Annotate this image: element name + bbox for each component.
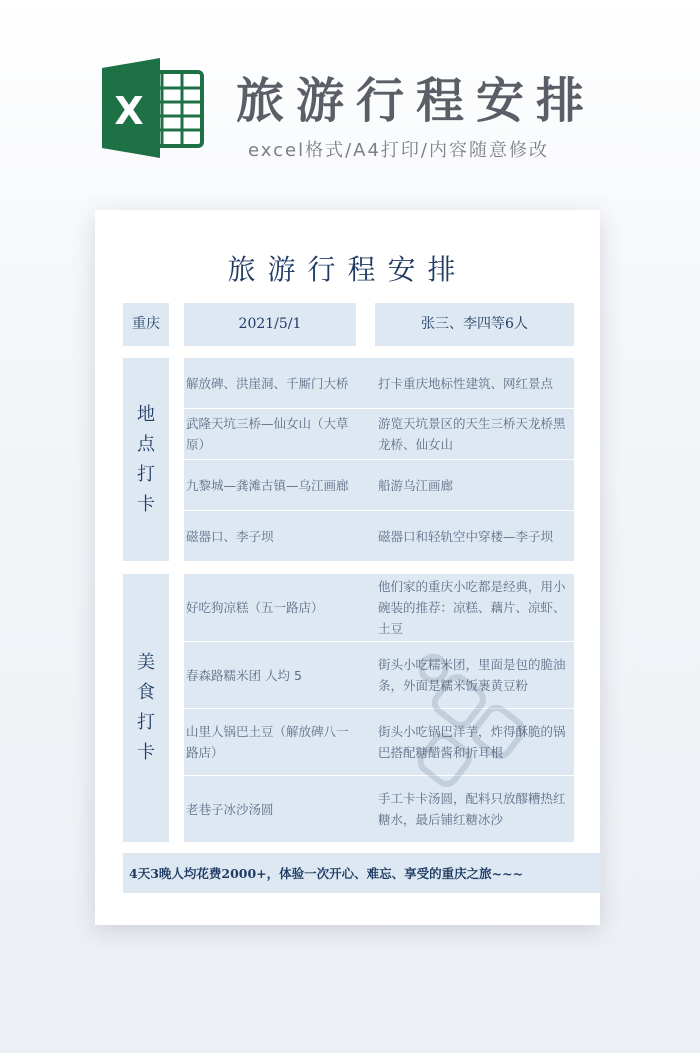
city-cell: 重庆 xyxy=(123,303,169,346)
place-text: 武隆天坑三桥—仙女山（大草原） xyxy=(186,416,349,452)
desc-text: 手工卡卡汤圆，配料只放醪糟热红糖水，最后铺红糖冰沙 xyxy=(378,791,566,827)
table-row xyxy=(378,460,568,510)
subtitle: excel格式/A4打印/内容随意修改 xyxy=(248,140,549,161)
section-label-char: 打 xyxy=(137,712,155,733)
excel-logo-letter: X xyxy=(114,89,144,133)
place-text: 山里人锅巴土豆（解放碑八一路店） xyxy=(186,724,349,760)
place-text: 春森路糯米团 人均 5 xyxy=(186,667,302,683)
desc-text: 打卡重庆地标性建筑、网红景点 xyxy=(378,375,554,391)
table-row xyxy=(378,642,568,708)
table-row xyxy=(186,776,366,842)
people-cell: 张三、李四等6人 xyxy=(375,303,574,346)
document-title: 旅游行程安排 xyxy=(227,253,468,286)
place-text: 九黎城—龚滩古镇—乌江画廊 xyxy=(186,477,349,493)
table-row xyxy=(186,642,366,708)
section-label-char: 卡 xyxy=(137,742,155,763)
table-row xyxy=(186,409,358,459)
table-row xyxy=(378,709,568,775)
excel-logo-icon xyxy=(100,58,206,158)
table-row xyxy=(378,776,568,842)
section-label-char: 打 xyxy=(137,463,155,485)
section-label-char: 地 xyxy=(137,403,155,425)
desc-text: 游览天坑景区的天生三桥天龙桥黑龙桥、仙女山 xyxy=(378,416,566,452)
desc-text: 街头小吃锅巴洋芋，炸得酥脆的锅巴搭配糖醋酱和折耳根 xyxy=(378,724,566,760)
table-row xyxy=(186,574,366,641)
place-text: 好吃狗凉糕（五一路店） xyxy=(186,600,324,615)
section-label-char: 食 xyxy=(137,682,155,703)
table-row xyxy=(378,409,568,459)
date-cell: 2021/5/1 xyxy=(184,303,356,346)
table-row xyxy=(186,460,366,510)
place-text: 老巷子冰沙汤圆 xyxy=(186,801,274,817)
section-label-char: 点 xyxy=(137,433,155,455)
table-row xyxy=(186,709,358,775)
table-row xyxy=(378,574,568,641)
document-page xyxy=(95,210,600,925)
section-label-food xyxy=(123,574,169,842)
section-label-char: 卡 xyxy=(137,493,155,515)
summary-footer: 4天3晚人均花费2000+，体验一次开心、难忘、享受的重庆之旅~~~ xyxy=(123,853,601,893)
main-title: 旅游行程安排 xyxy=(236,73,597,129)
header xyxy=(0,0,700,200)
table-row xyxy=(378,358,568,408)
section-label-char: 美 xyxy=(137,652,155,673)
desc-text: 船游乌江画廊 xyxy=(378,477,454,493)
table-row xyxy=(186,358,366,408)
place-text: 磁器口、李子坝 xyxy=(186,528,274,544)
desc-text: 街头小吃糯米团，里面是包的脆油条，外面是糯米饭裹黄豆粉 xyxy=(378,657,566,693)
section-label-sights xyxy=(123,358,169,561)
desc-text: 磁器口和轻轨空中穿楼—李子坝 xyxy=(378,528,554,544)
section-body-food xyxy=(184,574,574,842)
section-body-sights xyxy=(184,358,574,561)
desc-text: 他们家的重庆小吃都是经典，用小碗装的推荐：凉糕、藕片、凉虾、土豆 xyxy=(378,579,566,636)
table-row xyxy=(378,511,568,561)
place-text: 解放碑、洪崖洞、千厮门大桥 xyxy=(186,375,349,391)
table-row xyxy=(186,511,366,561)
